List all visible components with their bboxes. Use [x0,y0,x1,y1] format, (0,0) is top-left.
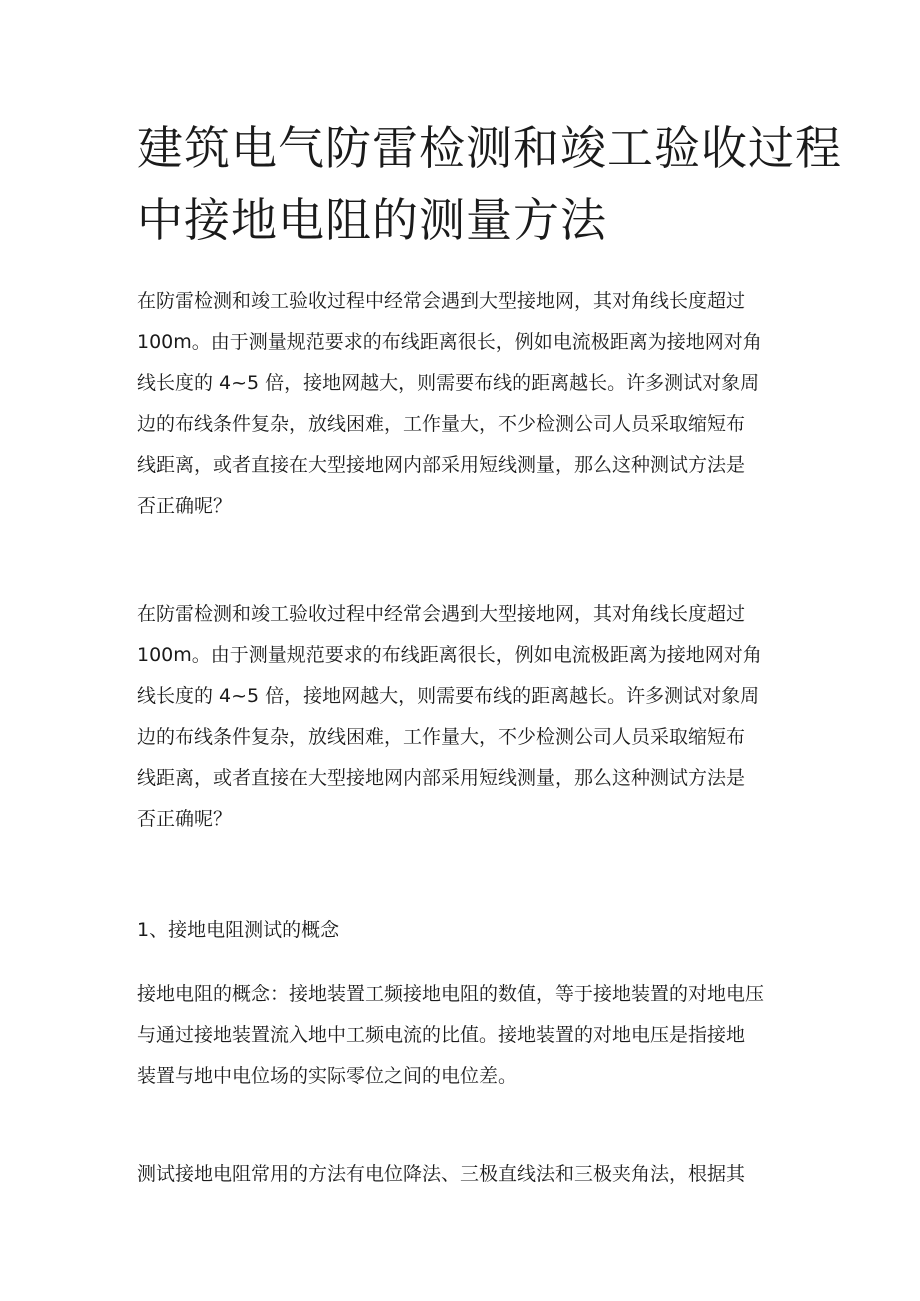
text-line: 边的布线条件复杂，放线困难，工作量大，不少检测公司人员采取缩短布 [137,726,746,748]
paragraph-methods [137,1154,797,1195]
paragraph-concept [137,974,797,1097]
text-line: 在防雷检测和竣工验收过程中经常会遇到大型接地网，其对角线长度超过 [137,603,746,625]
text-line: 线距离，或者直接在大型接地网内部采用短线测量，那么这种测试方法是 [137,454,746,476]
text-line: 接地电阻的概念：接地装置工频接地电阻的数值，等于接地装置的对地电压 [137,983,765,1005]
text-line: 在防雷检测和竣工验收过程中经常会遇到大型接地网，其对角线长度超过 [137,290,746,312]
title-line: 中接地电阻的测量方法 [137,193,607,247]
text-line: 线距离，或者直接在大型接地网内部采用短线测量，那么这种测试方法是 [137,767,746,789]
text-line: 装置与地中电位场的实际零位之间的电位差。 [137,1065,518,1087]
document-title [137,112,842,256]
text-line: 否正确呢？ [137,808,233,830]
text-line: 测试接地电阻常用的方法有电位降法、三极直线法和三极夹角法，根据其 [137,1163,746,1185]
text-line: 否正确呢？ [137,495,233,517]
text-line: 线长度的 4~5 倍，接地网越大，则需要布线的距离越长。许多测试对象周 [137,685,760,707]
text-line: 100m。由于测量规范要求的布线距离很长，例如电流极距离为接地网对角 [137,644,762,666]
paragraph-intro-1 [137,281,797,527]
text-line: 100m。由于测量规范要求的布线距离很长，例如电流极距离为接地网对角 [137,331,762,353]
title-line: 建筑电气防雷检测和竣工验收过程 [137,121,842,175]
text-line: 线长度的 4~5 倍，接地网越大，则需要布线的距离越长。许多测试对象周 [137,372,760,394]
text-line: 与通过接地装置流入地中工频电流的比值。接地装置的对地电压是指接地 [137,1024,746,1046]
text-line: 边的布线条件复杂，放线困难，工作量大，不少检测公司人员采取缩短布 [137,413,746,435]
section-heading: 1、接地电阻测试的概念 [137,919,340,941]
paragraph-intro-2 [137,594,797,840]
